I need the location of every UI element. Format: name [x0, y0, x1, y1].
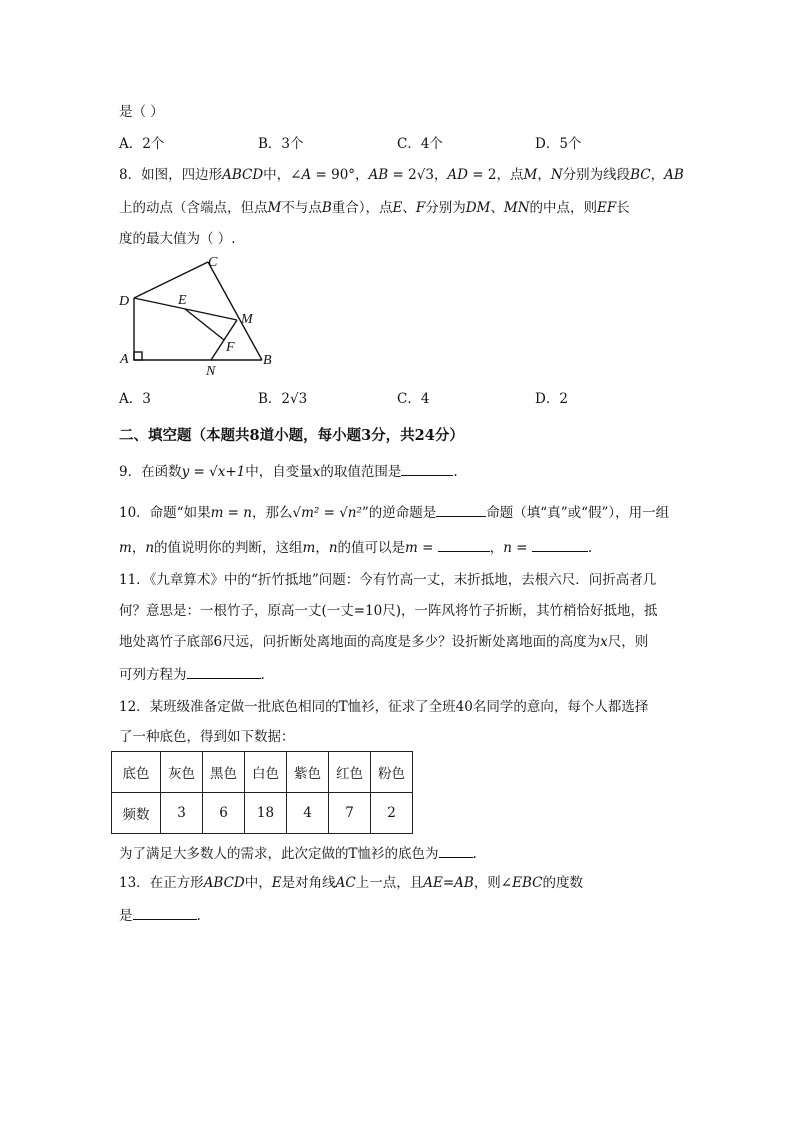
- q7-option-b: B．3个: [258, 136, 304, 152]
- q7-tail: 是（ ）: [119, 104, 164, 120]
- q10-blank-n[interactable]: [532, 537, 588, 552]
- q7-option-a: A．2个: [119, 136, 165, 152]
- label-a: A: [120, 352, 129, 367]
- q11-line-3: 地处离竹子底部6尺远，问折断处离地面的高度是多少？设折断处离地面的高度为x尺，则: [119, 634, 649, 650]
- table-cell: 红色: [329, 752, 371, 793]
- section-2-heading: 二、填空题（本题共8道小题，每小题3分，共24分）: [119, 427, 464, 444]
- q12-blank[interactable]: [439, 843, 473, 858]
- label-b: B: [263, 353, 272, 368]
- q7-option-c: C．4个: [397, 136, 443, 152]
- label-d: D: [119, 294, 130, 309]
- table-cell: 白色: [245, 752, 287, 793]
- q7-option-d: D．5个: [535, 136, 582, 152]
- q8-line-3: 度的最大值为（ ）.: [119, 231, 236, 247]
- q10-line-1: 10．命题“如果m = n，那么√m² = √n²”的逆命题是 命题（填“真”或“假”），用一组: [119, 502, 669, 523]
- q8-option-a: A．3: [119, 391, 151, 407]
- q12-after: 为了满足大多数人的需求，此次定做的T恤衫的底色为 .: [119, 843, 477, 864]
- q13-line-1: 13．在正方形ABCD中，E是对角线AC上一点，且AE=AB，则∠EBC的度数: [119, 875, 583, 891]
- table-row: [112, 793, 413, 834]
- label-f: F: [226, 340, 235, 355]
- tshirt-color-table: [111, 751, 413, 834]
- table-row: [112, 752, 413, 793]
- table-cell: 黑色: [203, 752, 245, 793]
- table-cell: 粉色: [371, 752, 413, 793]
- segment-dc: [134, 262, 208, 298]
- table-cell: 灰色: [161, 752, 203, 793]
- table-cell: 2: [371, 793, 413, 834]
- q8-line-1: 8．如图，四边形ABCD中，∠A = 90°，AB = 2√3，AD = 2，点M，N分别为线段BC，AB: [119, 167, 684, 183]
- label-n: N: [206, 364, 216, 379]
- q9-line: 9．在函数y = √x+1中，自变量x的取值范围是 .: [119, 461, 458, 482]
- q8-line-2: 上的动点（含端点，但点M不与点B重合），点E、F分别为DM、MN的中点，则EF长: [119, 200, 630, 216]
- table-header-cell: 频数: [112, 793, 161, 834]
- q8-option-b: B．2√3: [258, 391, 308, 407]
- table-cell: 6: [203, 793, 245, 834]
- q8-option-d: D．2: [535, 391, 568, 407]
- table-cell: 4: [287, 793, 329, 834]
- q11-line-1: 11．《九章算术》中的“折竹抵地”问题：今有竹高一丈，末折抵地，去根六尺．问折高者几: [119, 572, 657, 588]
- quadrilateral-figure: [112, 250, 282, 380]
- label-e: E: [178, 293, 187, 308]
- q12-line-1: 12．某班级准备定做一批底色相同的T恤衫，征求了全班40名同学的意向，每个人都选择: [119, 699, 649, 715]
- label-c: C: [208, 255, 218, 270]
- table-header-cell: 底色: [112, 752, 161, 793]
- table-cell: 紫色: [287, 752, 329, 793]
- q8-option-c: C．4: [397, 391, 430, 407]
- right-angle-mark: [134, 352, 142, 360]
- table-cell: 3: [161, 793, 203, 834]
- q10-line-2: m，n的值说明你的判断，这组m，n的值可以是m = ，n = .: [119, 537, 592, 558]
- q10-blank-m[interactable]: [438, 537, 490, 552]
- table-cell: 7: [329, 793, 371, 834]
- q11-line-2: 何？意思是：一根竹子，原高一丈(一丈=10尺)，一阵风将竹子折断，其竹梢恰好抵地，抵: [119, 603, 658, 619]
- segment-cb: [208, 262, 262, 360]
- label-m: M: [241, 312, 253, 327]
- q13-line-2: 是 .: [119, 905, 201, 926]
- q9-blank[interactable]: [401, 461, 453, 476]
- q12-line-2: 了一种底色，得到如下数据：: [119, 729, 295, 745]
- table-cell: 18: [245, 793, 287, 834]
- q11-line-4: 可列方程为 .: [119, 664, 265, 685]
- q11-blank[interactable]: [187, 664, 261, 679]
- q10-blank-true-false[interactable]: [436, 502, 486, 517]
- q13-blank[interactable]: [133, 905, 197, 920]
